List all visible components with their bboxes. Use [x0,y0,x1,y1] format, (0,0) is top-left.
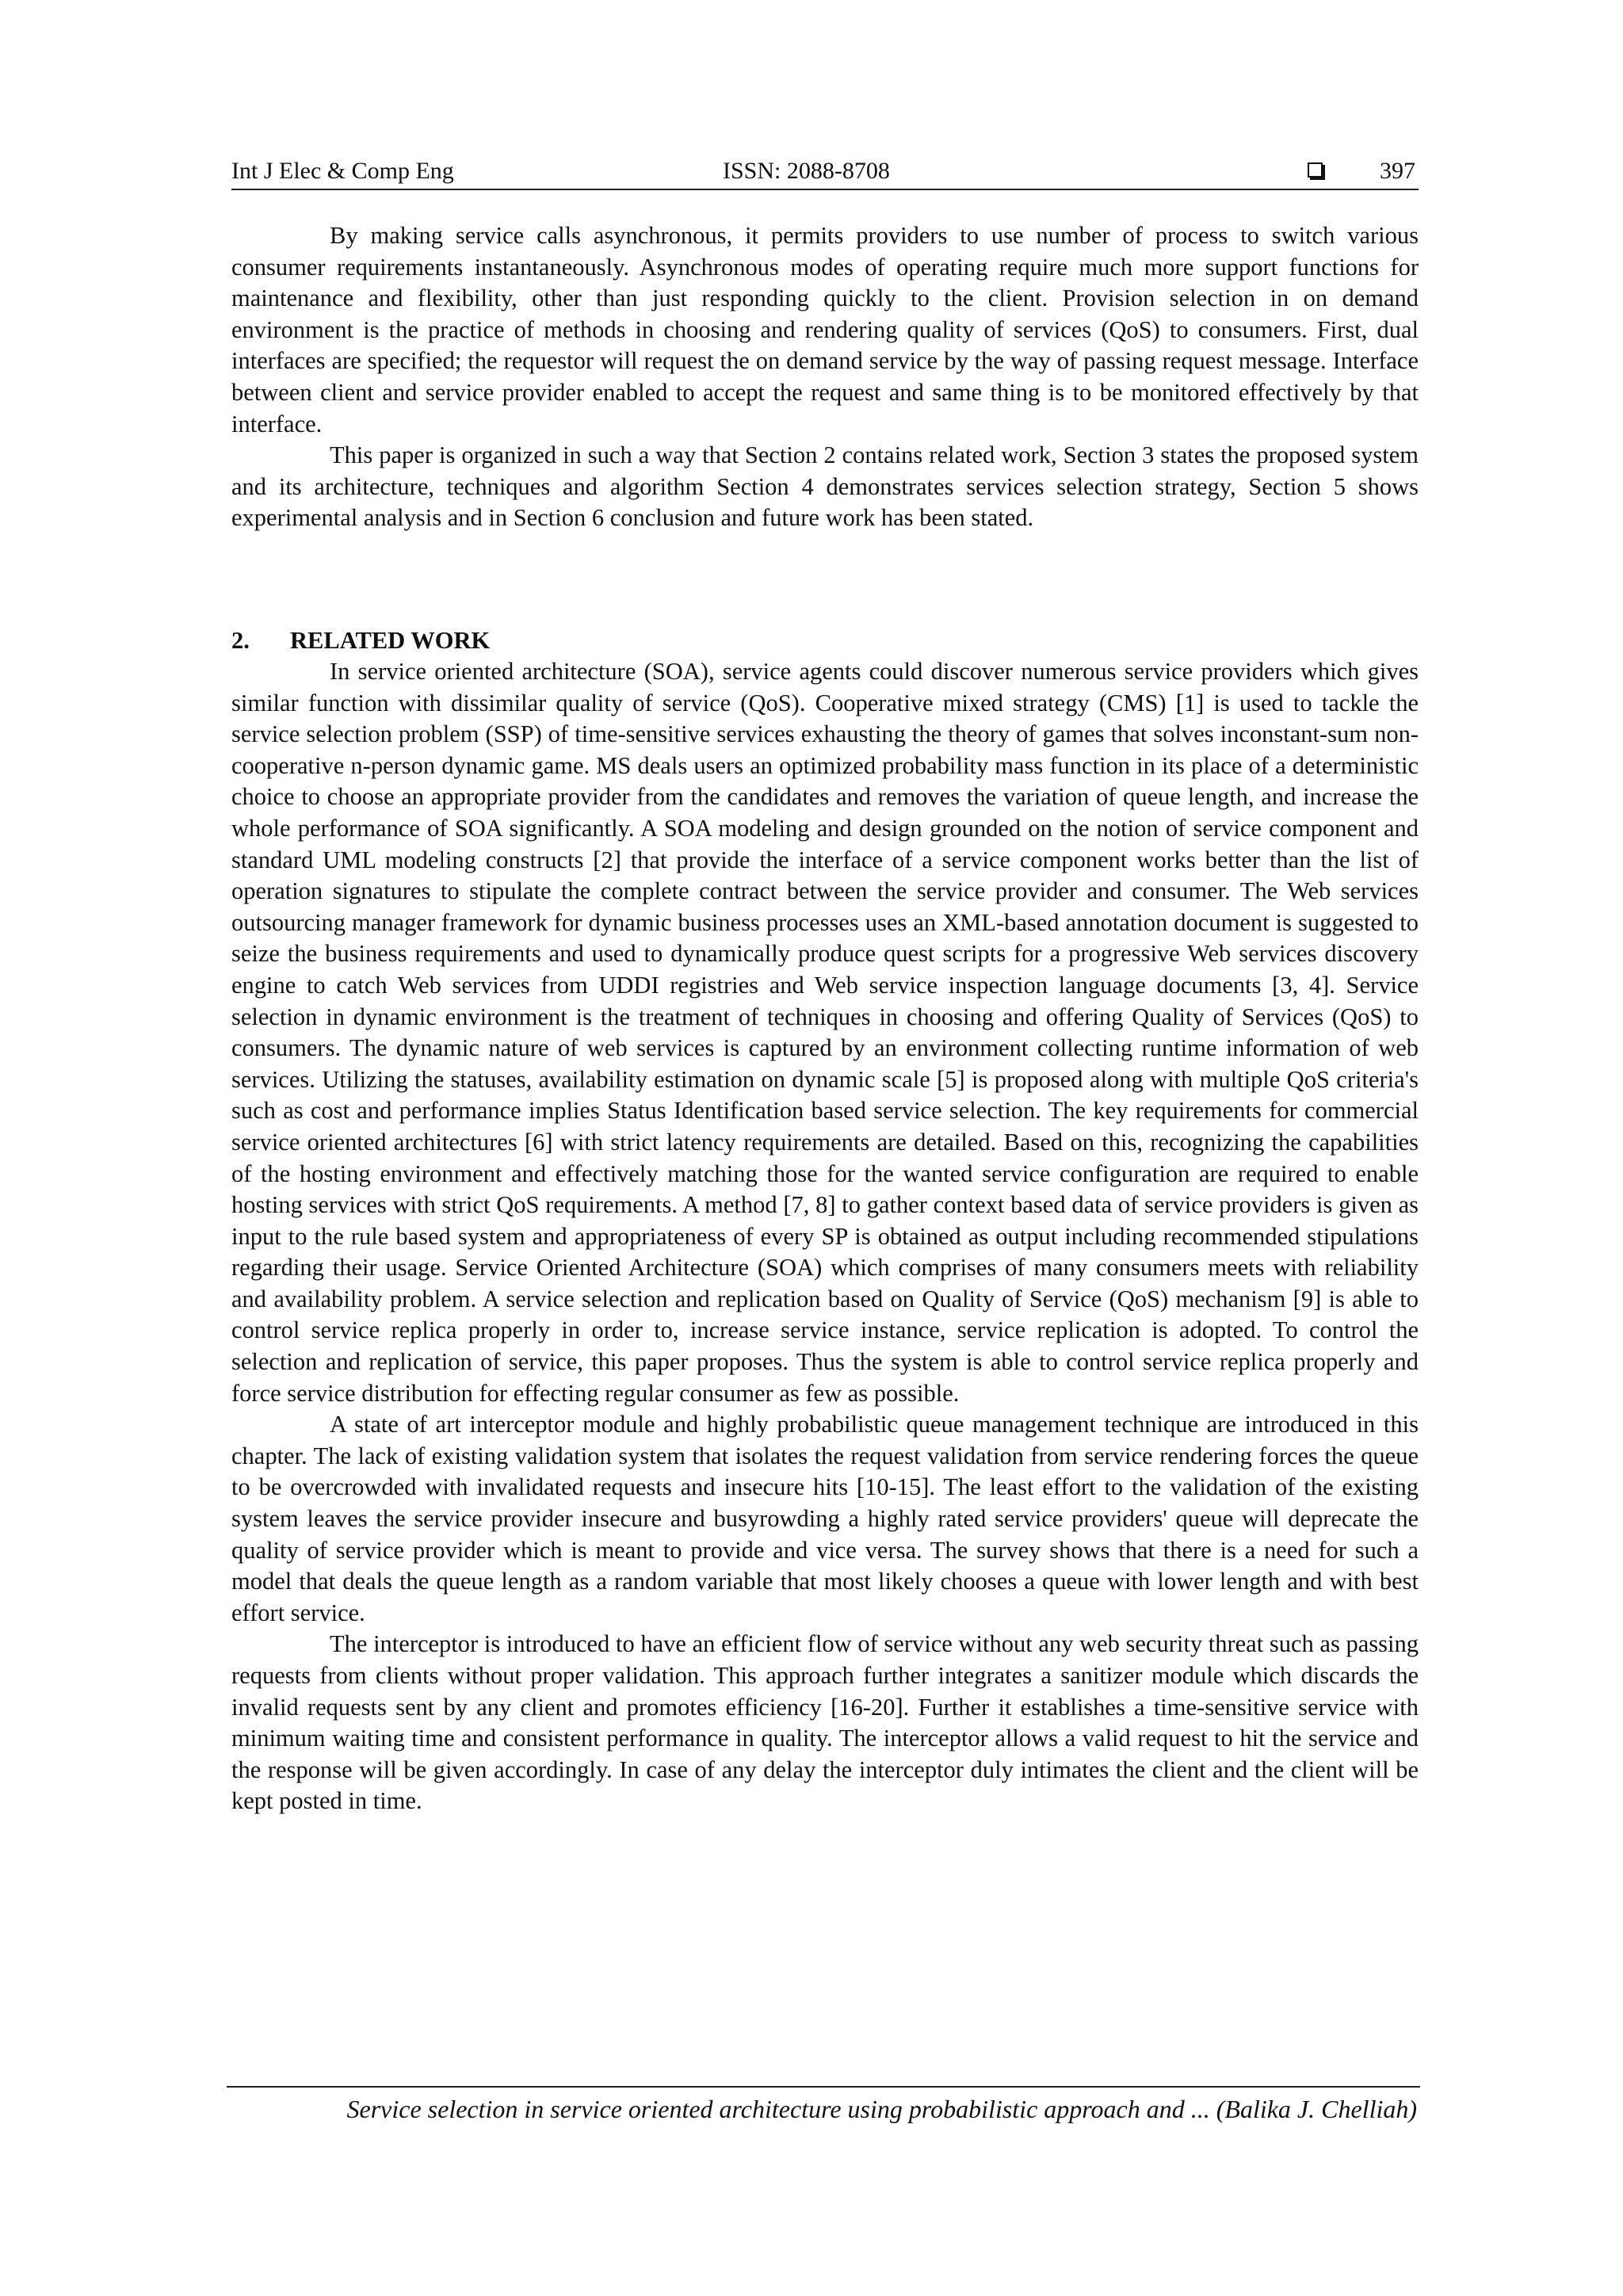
paragraph: By making service calls asynchronous, it permits providers to use number of process to switch various consumer requirements instantaneously. Asynchronous modes of operating require much more support functions for maintenance and flexibility, other than just responding quickly to the client. Provision selection in on demand environment is the practice of methods in choosing and rendering quality of services (QoS) to consumers. First, dual interfaces are specified; the requestor will request the on demand service by the way of passing request message. Interface between client and service provider enabled to accept the request and same thing is to be monitored effectively by that interface. [231,222,1419,437]
paragraph: This paper is organized in such a way that Section 2 contains related work, Section 3 states the proposed system and its architecture, techniques and algorithm Section 4 demonstrates services selection strategy, Section 5 shows experimental analysis and in Section 6 conclusion and future work has been stated. [231,441,1419,532]
running-footer: Service selection in service oriented architecture using probabilistic approach and ... (Balika J. Chelliah) [346,2095,1417,2123]
paragraph: The interceptor is introduced to have an efficient flow of service without any web security threat such as passing requests from clients without proper validation. This approach further integrates a sanitizer module which discards the invalid requests sent by any client and promotes efficiency [16-20]. Further it establishes a time-sensitive service with minimum waiting time and consistent performance in quality. The interceptor allows a valid request to hit the service and the response will be given accordingly. In case of any delay the interceptor duly intimates the client and the client will be kept posted in time. [231,1630,1419,1815]
issn-label: ISSN: 2088-8708 [723,158,890,184]
paragraph: In service oriented architecture (SOA), service agents could discover numerous service providers which gives similar function with dissimilar quality of service (QoS). Cooperative mixed strategy (CMS) [1] is used to tackle the service selection problem (SSP) of time-sensitive services exhausting the theory of games that solves inconstant-sum non-cooperative n-person dynamic game. MS deals users an optimized probability mass function in its place of a deterministic choice to choose an appropriate provider from the candidates and removes the variation of queue length, and increase the whole performance of SOA significantly. A SOA modeling and design grounded on the notion of service component and standard UML modeling constructs [2] that provide the interface of a service component works better than the list of operation signatures to stipulate the complete contract between the service provider and consumer. The Web services outsourcing manager framework for dynamic business processes uses an XML-based annotation document is suggested to seize the business requirements and used to dynamically produce quest scripts for a progressive Web services discovery engine to catch Web services from UDDI registries and Web service inspection language documents [3, 4]. Service selection in dynamic environment is the treatment of techniques in choosing and offering Quality of Services (QoS) to consumers. The dynamic nature of web services is captured by an environment collecting runtime information of web services. Utilizing the statuses, availability estimation on dynamic scale [5] is proposed along with multiple QoS criteria's such as cost and performance implies Status Identification based service selection. The key requirements for commercial service oriented architectures [6] with strict latency requirements are detailed. Based on this, recognizing the capabilities of the hosting environment and effectively matching those for the wanted service configuration are required to enable hosting services with strict QoS requirements. A method [7, 8] to gather context based data of service providers is given as input to the rule based system and appropriateness of every SP is obtained as output including recommended stipulations regarding their usage. Service Oriented Architecture (SOA) which comprises of many consumers meets with reliability and availability problem. A service selection and replication based on Quality of Service (QoS) mechanism [9] is able to control service replica properly in order to, increase service instance, service replication is adopted. To control the selection and replication of service, this paper proposes. Thus the system is able to control service replica properly and force service distribution for effecting regular consumer as few as possible. [231,658,1419,1407]
page-number: 397 [1380,158,1415,184]
header-rule [231,189,1419,190]
running-header [231,155,1419,187]
section-heading [231,625,1419,656]
paragraph: A state of art interceptor module and highly probabilistic queue management technique are introduced in this chapter. The lack of existing validation system that isolates the request validation from service rendering forces the queue to be overcrowded with invalidated requests and insecure hits [10-15]. The least effort to the validation of the existing system leaves the service provider insecure and busyrowding a highly rated service providers' queue will deprecate the quality of service provider which is meant to provide and vice versa. The survey shows that there is a need for such a model that deals the queue length as a random variable that most likely chooses a queue with lower length and with best effort service. [231,1411,1419,1626]
section-title: RELATED WORK [290,627,491,654]
section-body [231,656,1419,1817]
intro-text [231,220,1419,534]
footer-rule [227,2086,1420,2088]
section-number: 2. [231,627,250,654]
checkbox-square-icon [1308,162,1323,178]
journal-name: Int J Elec & Comp Eng [231,158,454,184]
